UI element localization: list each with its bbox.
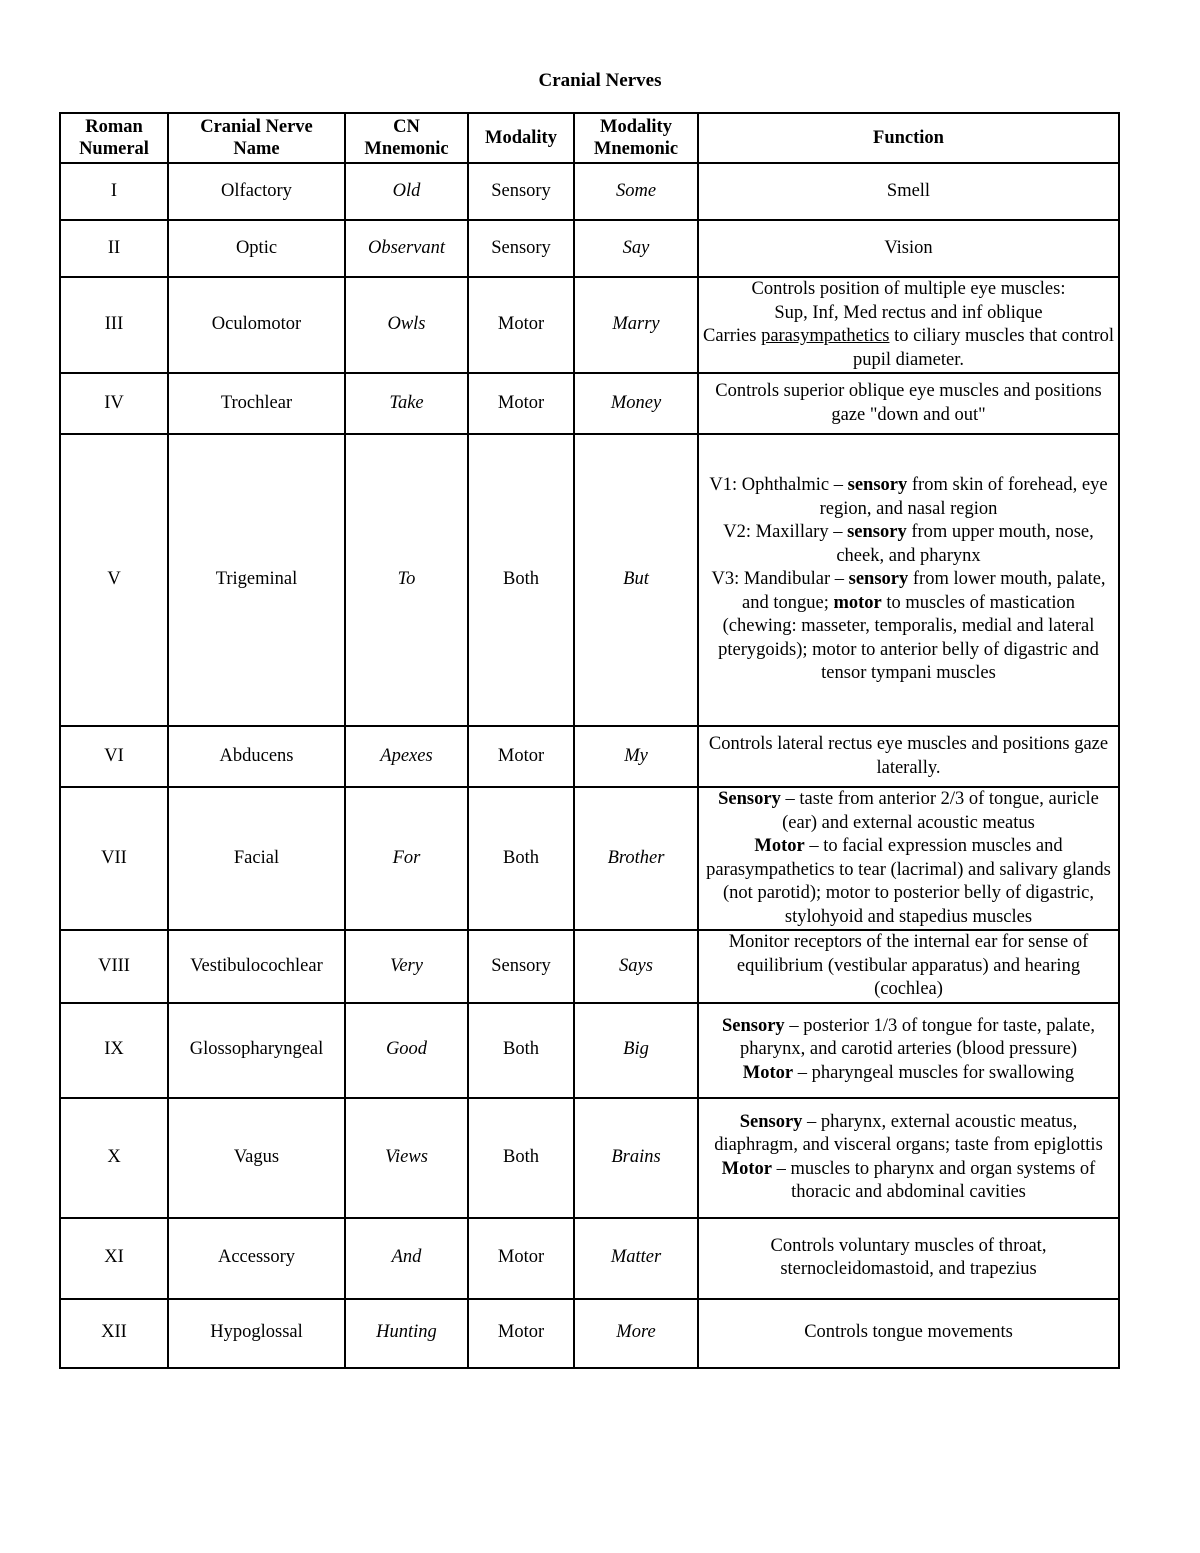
cn-mnemonic-cell: For xyxy=(345,787,468,930)
modality-mnemonic-cell: Brother xyxy=(574,787,698,930)
function-cell: Controls voluntary muscles of throat, sternocleidomastoid, and trapezius xyxy=(698,1218,1119,1299)
function-cell: Controls lateral rectus eye muscles and positions gaze laterally. xyxy=(698,726,1119,787)
modality-mnemonic-cell: Brains xyxy=(574,1098,698,1218)
table-row xyxy=(60,1218,1119,1299)
nerve-name-cell: Vagus xyxy=(168,1098,345,1218)
modality-mnemonic-cell: Says xyxy=(574,930,698,1003)
modality-cell: Motor xyxy=(468,373,574,434)
nerve-name-cell: Facial xyxy=(168,787,345,930)
table-row xyxy=(60,787,1119,930)
modality-cell: Both xyxy=(468,1003,574,1098)
modality-cell: Motor xyxy=(468,1218,574,1299)
nerve-name-cell: Glossopharyngeal xyxy=(168,1003,345,1098)
nerve-name-cell: Olfactory xyxy=(168,163,345,220)
table-row xyxy=(60,1003,1119,1098)
roman-numeral-cell: I xyxy=(60,163,168,220)
cn-mnemonic-cell: To xyxy=(345,434,468,726)
modality-cell: Sensory xyxy=(468,930,574,1003)
modality-mnemonic-cell: Matter xyxy=(574,1218,698,1299)
roman-numeral-cell: XI xyxy=(60,1218,168,1299)
nerve-name-cell: Vestibulocochlear xyxy=(168,930,345,1003)
nerve-name-cell: Hypoglossal xyxy=(168,1299,345,1368)
header-roman-numeral: Roman Numeral xyxy=(60,113,168,163)
modality-cell: Sensory xyxy=(468,163,574,220)
function-cell: Vision xyxy=(698,220,1119,277)
cn-mnemonic-cell: Old xyxy=(345,163,468,220)
table-row xyxy=(60,277,1119,373)
nerve-name-cell: Optic xyxy=(168,220,345,277)
modality-cell: Motor xyxy=(468,1299,574,1368)
header-row xyxy=(60,113,1119,163)
roman-numeral-cell: VI xyxy=(60,726,168,787)
table-row xyxy=(60,930,1119,1003)
modality-mnemonic-cell: Big xyxy=(574,1003,698,1098)
nerve-name-cell: Trigeminal xyxy=(168,434,345,726)
cn-mnemonic-cell: Very xyxy=(345,930,468,1003)
modality-cell: Both xyxy=(468,434,574,726)
function-cell: Sensory – taste from anterior 2/3 of tongue, auricle (ear) and external acoustic meatus Motor – to facial expression muscles and parasympathetics to tear (lacrimal) and salivary glands (not parotid); motor to posterior belly of digastric, stylohyoid and stapedius muscles xyxy=(698,787,1119,930)
function-cell: Sensory – pharynx, external acoustic meatus, diaphragm, and visceral organs; taste from epiglottis Motor – muscles to pharynx and organ systems of thoracic and abdominal cavities xyxy=(698,1098,1119,1218)
roman-numeral-cell: VII xyxy=(60,787,168,930)
roman-numeral-cell: IV xyxy=(60,373,168,434)
page-title: Cranial Nerves xyxy=(538,70,662,91)
modality-mnemonic-cell: Some xyxy=(574,163,698,220)
header-nerve-name: Cranial Nerve Name xyxy=(168,113,345,163)
function-cell: Monitor receptors of the internal ear for sense of equilibrium (vestibular apparatus) and hearing (cochlea) xyxy=(698,930,1119,1003)
table-row xyxy=(60,163,1119,220)
cn-mnemonic-cell: Good xyxy=(345,1003,468,1098)
function-cell: V1: Ophthalmic – sensory from skin of forehead, eye region, and nasal region V2: Maxillary – sensory from upper mouth, nose, cheek, and pharynx V3: Mandibular – sensory from lower mouth, palate, and tongue; motor to muscles of mastication (chewing: masseter, temporalis, medial and lateral pterygoids); motor to anterior belly of digastric and tensor tympani muscles xyxy=(698,434,1119,726)
roman-numeral-cell: XII xyxy=(60,1299,168,1368)
cn-mnemonic-cell: Apexes xyxy=(345,726,468,787)
nerve-name-cell: Trochlear xyxy=(168,373,345,434)
modality-cell: Sensory xyxy=(468,220,574,277)
function-cell: Controls position of multiple eye muscles: Sup, Inf, Med rectus and inf oblique Carries parasympathetics to ciliary muscles that control pupil diameter. xyxy=(698,277,1119,373)
modality-cell: Both xyxy=(468,1098,574,1218)
header-modality-mnemonic: Modality Mnemonic xyxy=(574,113,698,163)
table-row xyxy=(60,434,1119,726)
roman-numeral-cell: IX xyxy=(60,1003,168,1098)
cn-mnemonic-cell: Take xyxy=(345,373,468,434)
nerve-name-cell: Oculomotor xyxy=(168,277,345,373)
cn-mnemonic-cell: Hunting xyxy=(345,1299,468,1368)
function-cell: Controls tongue movements xyxy=(698,1299,1119,1368)
cn-mnemonic-cell: Views xyxy=(345,1098,468,1218)
nerve-name-cell: Abducens xyxy=(168,726,345,787)
header-modality: Modality xyxy=(468,113,574,163)
roman-numeral-cell: VIII xyxy=(60,930,168,1003)
nerve-name-cell: Accessory xyxy=(168,1218,345,1299)
function-cell: Sensory – posterior 1/3 of tongue for taste, palate, pharynx, and carotid arteries (blood pressure) Motor – pharyngeal muscles for swallowing xyxy=(698,1003,1119,1098)
modality-mnemonic-cell: Say xyxy=(574,220,698,277)
modality-mnemonic-cell: Money xyxy=(574,373,698,434)
roman-numeral-cell: II xyxy=(60,220,168,277)
modality-mnemonic-cell: Marry xyxy=(574,277,698,373)
function-cell: Controls superior oblique eye muscles and positions gaze "down and out" xyxy=(698,373,1119,434)
table-row xyxy=(60,220,1119,277)
table-row xyxy=(60,1098,1119,1218)
modality-cell: Motor xyxy=(468,277,574,373)
table-row xyxy=(60,373,1119,434)
modality-mnemonic-cell: My xyxy=(574,726,698,787)
table-row xyxy=(60,1299,1119,1368)
function-cell: Smell xyxy=(698,163,1119,220)
roman-numeral-cell: III xyxy=(60,277,168,373)
header-cn-mnemonic: CN Mnemonic xyxy=(345,113,468,163)
cn-mnemonic-cell: And xyxy=(345,1218,468,1299)
modality-mnemonic-cell: But xyxy=(574,434,698,726)
roman-numeral-cell: V xyxy=(60,434,168,726)
cranial-nerves-table xyxy=(59,112,1120,1369)
table-row xyxy=(60,726,1119,787)
cn-mnemonic-cell: Observant xyxy=(345,220,468,277)
modality-cell: Motor xyxy=(468,726,574,787)
cn-mnemonic-cell: Owls xyxy=(345,277,468,373)
roman-numeral-cell: X xyxy=(60,1098,168,1218)
modality-cell: Both xyxy=(468,787,574,930)
header-function: Function xyxy=(698,113,1119,163)
modality-mnemonic-cell: More xyxy=(574,1299,698,1368)
